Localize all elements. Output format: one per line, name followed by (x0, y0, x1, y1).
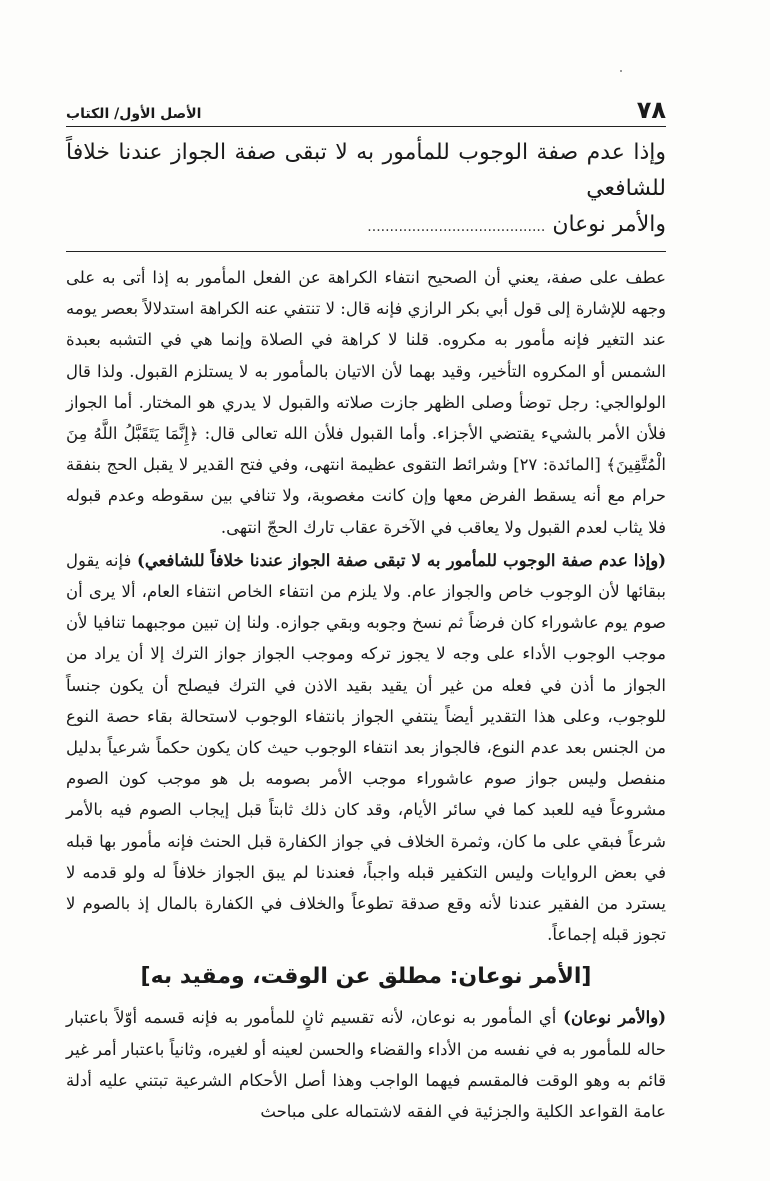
commentary-paragraph-1: عطف على صفة، يعني أن الصحيح انتفاء الكراهة عن الفعل المأمور به إذا أتى به على وجهه للإشارة إلى قول أبي بكر الرازي فإنه قال: لا تنتفي عنه الكراهة استدلالاً بعصر يومه عند التغير فإنه مأمور به مكروه. قلنا لا كراهة في الصلاة وإنما هي في التشبه بعبدة الشمس أو المكروه التأخير، وقيد بهما لأن الاتيان بالمأمور به لا يستلزم القبول. ولذا قال الولوالجي: رجل توضأ وصلى الظهر جازت صلاته والقبول لا يدري هو المختار. أما الجواز فلأن الأمر بالشيء يقتضي الأجزاء. وأما القبول فلأن الله تعالى قال: ﴿إِنَّمَا يَتَقَبَّلُ اللَّهُ مِنَ الْمُتَّقِينَ﴾ [المائدة: ٢٧] وشرائط التقوى عظيمة انتهى، وفي فتح القدير لا يقبل الحج بنفقة حرام مع أنه يسقط الفرض معها وإن كانت مغصوبة، ولا تنافي بين سقوطه وعدم قبوله فلا يثاب لعدم القبول ولا يعاقب في الآخرة عقاب تارك الحجّ انتهى. (66, 268, 666, 537)
commentary-paragraph-2-rest: فإنه يقول ببقائها لأن الوجوب خاص والجواز عام. ولا يلزم من انتفاء الخاص انتفاء العام، ألا يرى أن صوم يوم عاشوراء كان فرضاً ثم نسخ وجوبه وبقي جوازه. ولنا إن تبين موجبهما تنافيا لأن موجب الوجوب الأداء على وجه لا يجوز تركه وموجب الجواز جواز الترك إلا أن يراد من الجواز ما أذن في فعله من غير أن يقيد بقيد الاذن في الترك فيصلح أن يكون جنساً للوجوب، وعلى هذا التقدير أيضاً ينتفي الجواز بانتفاء الوجوب لاستحالة بقاء حصة النوع من الجنس بعد عدم النوع، فالجواز بعد انتفاء الوجوب حيث كان يكون حكماً شرعياً بدليل منفصل وليس جواز صوم عاشوراء موجب الأمر بصومه بل هو موجب كون الصوم مشروعاً فيه للعبد كما في سائر الأيام، وقد كان ذلك ثابتاً قبل إيجاب الصوم فيه بالأمر شرعاً فبقي على ما كان، وثمرة الخلاف في جواز الكفارة قبل الحنث فإنه مأمور بها قبله في بعض الروايات وليس التكفير قبله واجباً، فعندنا لم يبق الجواز خلافاً له ولو قدمه لا يسترد من الفقير عندنا لأنه وقع صدقة تطوعاً والخلاف في الكفارة بالمال إذ بالصوم لا تجوز قبله إجماعاً. (66, 550, 666, 945)
quoted-matn-2: (وإذا عدم صفة الوجوب للمأمور به لا تبقى صفة الجواز عندنا خلافاً للشافعي) (137, 550, 666, 570)
matn-line-2 (66, 207, 666, 245)
page-header (66, 92, 666, 127)
quoted-matn-3: (والأمر نوعان) (563, 1008, 666, 1028)
matn-text (66, 135, 666, 245)
matn-dots: ........................................ (367, 219, 546, 235)
commentary-body (66, 262, 666, 950)
matn-line-2-text: والأمر نوعان (552, 212, 666, 237)
commentary-body-2 (66, 1002, 666, 1127)
running-title: الأصل الأول/ الكتاب (66, 106, 202, 122)
commentary-paragraph-3-rest: أي المأمور به نوعان، لأنه تقسيم ثانٍ للمأمور به فإنه قسمه أوّلاً باعتبار حاله للمأمور به في نفسه من الأداء والقضاء والحسن لعينه أو لغيره، وثانياً باعتبار أمر غير قائم به وهو الوقت فالمقسم فيهما الواجب وهذا أصل الأحكام الشرعية تبتني عليه أدلة عامة القواعد الكلية والجزئية في الفقه لاشتماله على مباحث (66, 1008, 666, 1122)
stray-mark (620, 70, 622, 72)
matn-line-1: وإذا عدم صفة الوجوب للمأمور به لا تبقى صفة الجواز عندنا خلافاً للشافعي (66, 140, 666, 201)
separator-rule (66, 251, 666, 252)
page-number: ٧٨ (636, 96, 666, 124)
book-page (66, 92, 666, 1127)
commentary-paragraph-2 (66, 545, 666, 951)
commentary-paragraph-3 (66, 1002, 666, 1127)
section-heading: [الأمر نوعان: مطلق عن الوقت، ومقيد به] (140, 964, 592, 990)
